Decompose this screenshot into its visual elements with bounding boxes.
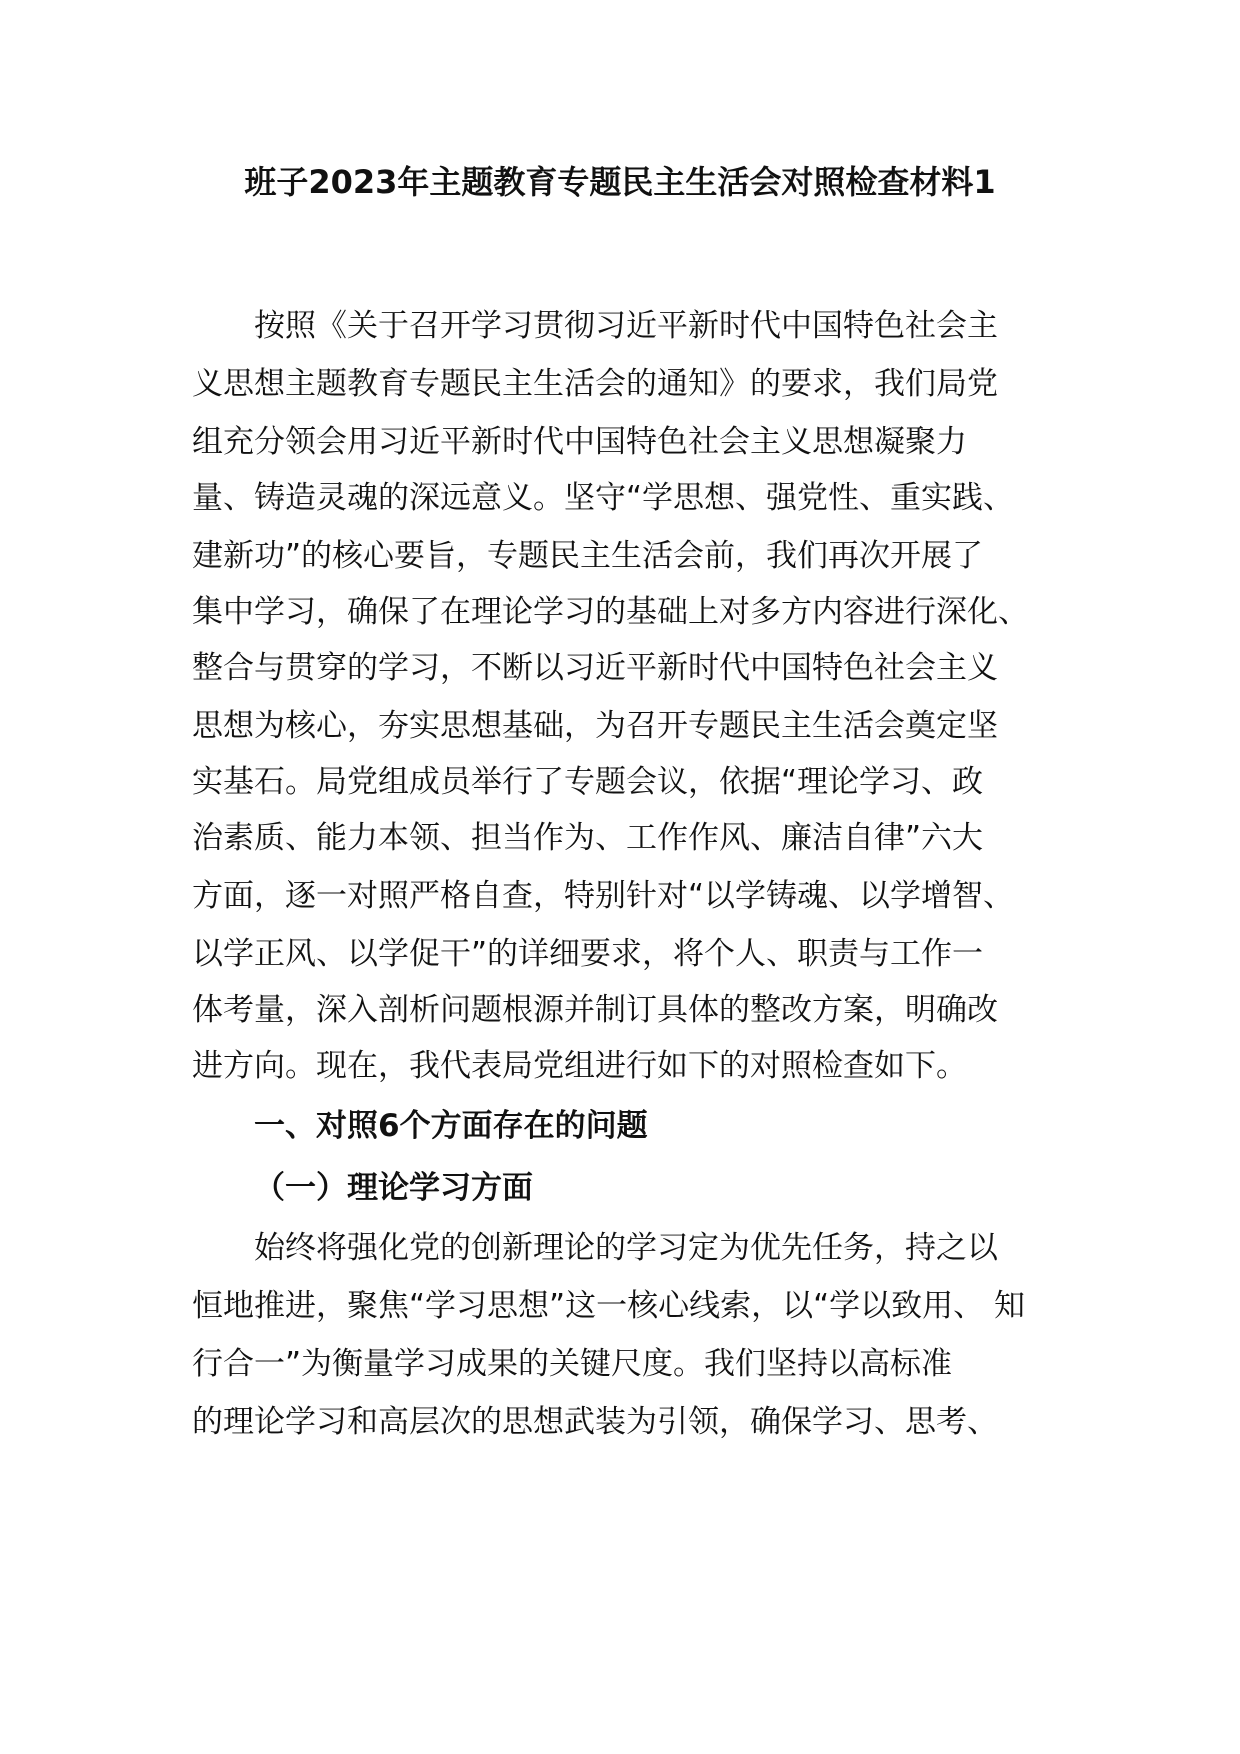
document-title: 班子2023年主题教育专题民主生活会对照检查材料1: [244, 163, 996, 201]
body-line-16: 恒地推进，聚焦“学习思想”这一核心线索，以“学以致用、 知: [192, 1288, 1026, 1324]
body-line-8: 思想为核心，夯实思想基础，为召开专题民主生活会奠定坚: [192, 708, 998, 744]
body-line-5: 建新功”的核心要旨，专题民主生活会前，我们再次开展了: [192, 538, 984, 574]
body-line-6: 集中学习，确保了在理论学习的基础上对多方内容进行深化、: [192, 594, 1029, 630]
body-line-15: 始终将强化党的创新理论的学习定为优先任务，持之以: [254, 1230, 998, 1266]
body-line-2: 义思想主题教育专题民主生活会的通知》的要求，我们局党: [192, 366, 998, 402]
body-line-10: 治素质、能力本领、担当作为、工作作风、廉洁自律”六大: [192, 820, 984, 856]
body-line-4: 量、铸造灵魂的深远意义。坚守“学思想、强党性、重实践、: [192, 480, 1015, 516]
body-line-3: 组充分领会用习近平新时代中国特色社会主义思想凝聚力: [192, 424, 967, 460]
section-heading-1: 一、对照6个方面存在的问题: [254, 1108, 648, 1144]
body-line-14: 进方向。现在，我代表局党组进行如下的对照检查如下。: [192, 1048, 967, 1084]
body-line-17: 行合一”为衡量学习成果的关键尺度。我们坚持以高标准: [192, 1346, 953, 1382]
body-line-12: 以学正风、以学促干”的详细要求，将个人、职责与工作一: [192, 936, 984, 972]
body-line-13: 体考量，深入剖析问题根源并制订具体的整改方案，明确改: [192, 992, 998, 1028]
body-line-7: 整合与贯穿的学习，不断以习近平新时代中国特色社会主义: [192, 650, 998, 686]
body-line-9: 实基石。局党组成员举行了专题会议，依据“理论学习、政: [192, 764, 984, 800]
subsection-heading-1: （一）理论学习方面: [254, 1170, 533, 1206]
body-line-1: 按照《关于召开学习贯彻习近平新时代中国特色社会主: [254, 308, 998, 344]
body-line-18: 的理论学习和高层次的思想武装为引领，确保学习、思考、: [192, 1404, 998, 1440]
body-line-11: 方面，逐一对照严格自查，特别针对“以学铸魂、以学增智、: [192, 878, 1015, 914]
